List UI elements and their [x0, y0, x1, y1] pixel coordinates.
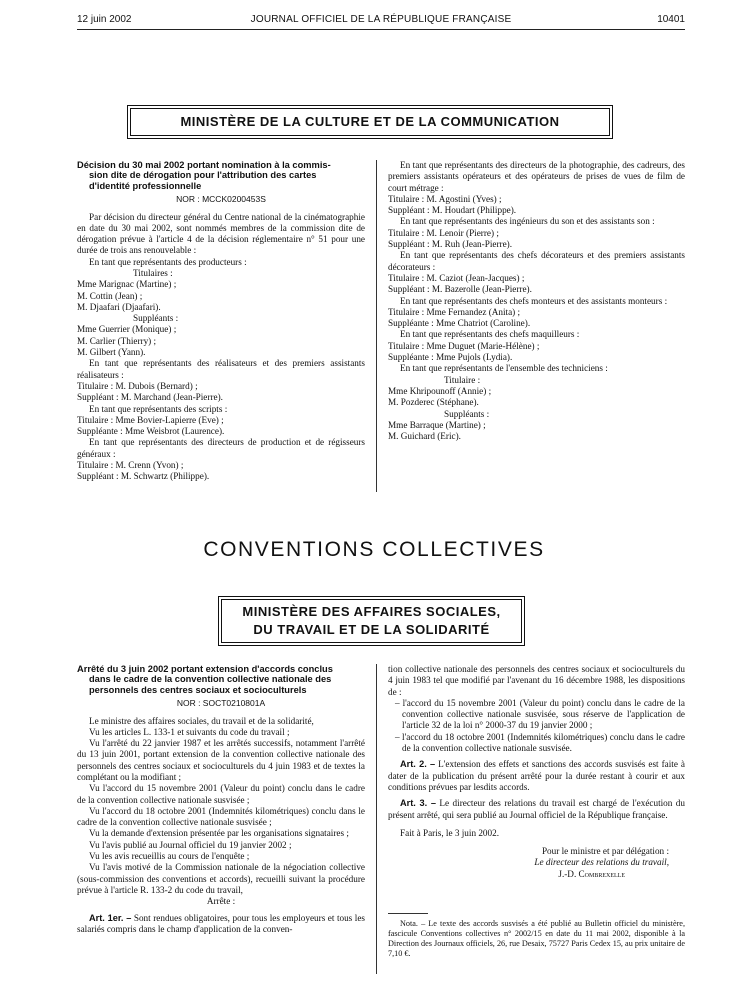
header-date: 12 juin 2002 [77, 14, 132, 25]
ministry-culture-box [130, 108, 610, 136]
paragraph: Suppléante : Mme Chatriot (Caroline). [388, 318, 531, 329]
paragraph: Titulaire : Mme Fernandez (Anita) ; [388, 306, 521, 317]
paragraph: En tant que représentants de l'ensemble des techniciens : [400, 363, 608, 374]
paragraph: M. Cottin (Jean) ; [77, 290, 143, 301]
paragraph: En tant que représentants des directeurs de production et de régisseurs généraux : [77, 437, 365, 459]
paragraph: En tant que représentants des directeurs de la photographie, des cadreurs, des premiers assistants opérateurs et des opérateurs de prises de vues de film de court métrage : [388, 160, 685, 193]
paragraph: Titulaire : Mme Bovier-Lapierre (Eve) ; [77, 414, 224, 425]
ministry-social-affairs-box [221, 599, 522, 643]
paragraph: En tant que représentants des producteurs : [89, 256, 247, 267]
paragraph: M. Pozderec (Stéphane). [388, 397, 479, 408]
paragraph: En tant que représentants des chefs décorateurs et des premiers assistants décorateurs : [388, 250, 685, 272]
paragraph: Titulaire : M. Agostini (Yves) ; [388, 193, 502, 204]
page-number: 10401 [657, 14, 685, 25]
signature-title: Le directeur des relations du travail, [534, 857, 669, 868]
ministry-social-line-1: MINISTÈRE DES AFFAIRES SOCIALES, [242, 604, 501, 619]
paragraph: Suppléant : M. Ruh (Jean-Pierre). [388, 239, 513, 250]
paragraph: Par décision du directeur général du Centre national de la cinématographie en date du 30 mai 2002, sont nommés membres de la commission dite de dérogation prévue à l'article 4 de la décision réglementaire n° 51 pour une durée de trois ans renouvelable : [77, 211, 365, 256]
signature-name: J.-D. Combrexelle [558, 868, 625, 879]
ministry-culture-label: MINISTÈRE DE LA CULTURE ET DE LA COMMUNICATION [180, 114, 560, 129]
paragraph: Suppléant : M. Houdart (Philippe). [388, 205, 517, 216]
arrete-left-column [77, 664, 365, 935]
journal-title: JOURNAL OFFICIEL DE LA RÉPUBLIQUE FRANÇAISE [250, 14, 512, 25]
decision-left-body [77, 212, 365, 483]
paragraph: Suppléants : [133, 313, 179, 324]
decision-title-line: d'identité professionnelle [89, 180, 202, 191]
arrete-nor: NOR : SOCT0210801A [176, 698, 266, 709]
paragraph: Titulaire : [444, 374, 481, 385]
paragraph: Suppléante : Mme Weisbrot (Laurence). [77, 426, 225, 437]
column-divider [376, 664, 377, 974]
paragraph: Titulaire : M. Dubois (Bernard) ; [77, 380, 198, 391]
paragraph: Vu l'accord du 18 octobre 2001 (Indemnités kilométriques) conclu dans le cadre de la convention collective nationale susvisée ; [77, 805, 365, 828]
paragraph: Titulaire : M. Lenoir (Pierre) ; [388, 227, 499, 238]
paragraph: Vu les articles L. 133-1 et suivants du code du travail ; [89, 726, 290, 737]
paragraph: Mme Guerrier (Monique) ; [77, 324, 177, 335]
article-1-label: Art. 1er. – [89, 912, 132, 923]
paragraph: Suppléant : M. Bazerolle (Jean-Pierre). [388, 284, 532, 295]
nota-block [388, 919, 685, 959]
article-1-continuation: tion collective nationale des personnels des centres sociaux et socioculturels du 4 juin 1983 tel que modifié par l'avenant du 16 décembre 1988, les dispositions de : [388, 664, 685, 697]
paragraph: M. Djaafari (Djaafari). [77, 301, 161, 312]
paragraph: Vu les avis recueillis au cours de l'enquête ; [89, 851, 250, 862]
arrete-right-column [388, 664, 685, 880]
arrete-left-body [77, 716, 365, 908]
paragraph: En tant que représentants des scripts : [89, 403, 228, 414]
decision-title-line: Décision du 30 mai 2002 portant nomination à la commis- [77, 160, 331, 170]
header-rule [77, 29, 685, 30]
paragraph: Le ministre des affaires sociales, du travail et de la solidarité, [89, 715, 314, 726]
article-3 [388, 798, 685, 821]
paragraph: Titulaire : Mme Duguet (Marie-Hélène) ; [388, 340, 540, 351]
article-2-label: Art. 2. – [400, 759, 436, 770]
dash-item: – l'accord du 18 octobre 2001 (Indemnités kilométriques) conclu dans le cadre de la convention collective nationale susvisée. [395, 731, 685, 754]
arrete-title-line: Arrêté du 3 juin 2002 portant extension d'accords conclus [77, 664, 333, 674]
article-3-text: Le directeur des relations du travail est chargé de l'exécution du présent arrêté, qui sera publié au Journal officiel de la République française. [388, 798, 685, 820]
arrete-title-line: dans le cadre de la convention collective nationale des [89, 674, 332, 685]
paragraph: Vu l'avis motivé de la Commission nationale de la négociation collective (sous-commission des conventions et accords), recueilli suivant la procédure prévue à l'article R. 133-2 du code du travail, [77, 862, 365, 895]
paragraph: Vu la demande d'extension présentée par les organisations signataires ; [89, 828, 349, 839]
paragraph: Mme Barraque (Martine) ; [388, 419, 486, 430]
paragraph: Suppléant : M. Schwartz (Philippe). [77, 471, 210, 482]
note-rule [388, 913, 428, 914]
arrete-title-line: personnels des centres sociaux et socioculturels [89, 684, 307, 695]
decision-title [77, 160, 365, 191]
decision-title-line: sion dite de dérogation pour l'attribution des cartes [89, 170, 317, 181]
running-header [77, 14, 685, 28]
paragraph: En tant que représentants des ingénieurs du son et des assistants son : [400, 216, 655, 227]
article-2 [388, 759, 685, 793]
signing-place-date: Fait à Paris, le 3 juin 2002. [400, 827, 500, 838]
decision-left-column [77, 160, 365, 483]
article-2-text: L'extension des effets et sanctions des accords susvisés est faite à dater de la publication du présent arrêté pour la durée restant à courir et aux conditions prévues par lesdits accords. [388, 759, 686, 792]
decision-nor: NOR : MCCK0200453S [176, 194, 266, 205]
paragraph: En tant que représentants des chefs monteurs et des assistants monteurs : [400, 295, 668, 306]
paragraph: Titulaire : M. Caziot (Jean-Jacques) ; [388, 272, 525, 283]
paragraph: En tant que représentants des chefs maquilleurs : [400, 329, 580, 340]
ministry-social-line-2: DU TRAVAIL ET DE LA SOLIDARITÉ [253, 622, 490, 637]
paragraph: Vu l'avis publié au Journal officiel du 19 janvier 2002 ; [89, 839, 292, 850]
paragraph: Vu l'arrêté du 22 janvier 1987 et les arrêtés successifs, notamment l'arrêté du 13 juin 2001, portant extension de la convention collective nationale des personnels des centres sociaux et socioculturels du 4 juin 1983 et de textes la complétant ou la modifiant ; [77, 738, 365, 782]
paragraph: Suppléants : [444, 408, 490, 419]
paragraph: M. Gilbert (Yann). [77, 347, 146, 358]
paragraph: Suppléant : M. Marchand (Jean-Pierre). [77, 392, 223, 403]
article-1 [77, 913, 365, 936]
arrete-title [77, 664, 365, 695]
column-divider [376, 160, 377, 492]
section-title: CONVENTIONS COLLECTIVES [203, 538, 545, 561]
paragraph: Mme Marignac (Martine) ; [77, 279, 177, 290]
paragraph: Arrête : [206, 896, 236, 907]
nota-text: Nota. – Le texte des accords susvisés a été publié au Bulletin officiel du ministère, fascicule Conventions collectives n° 2002/15 en date du 11 mai 2002, disponible à la Direction des Journaux officiels, 26, rue Desaix, 75727 Paris Cedex 15, au prix unitaire de 7,10 €. [388, 919, 685, 958]
paragraph: En tant que représentants des réalisateurs et des premiers assistants réalisateurs : [77, 358, 365, 380]
decision-right-column [388, 160, 685, 442]
paragraph: Mme Khripounoff (Annie) ; [388, 385, 492, 396]
paragraph: Titulaire : M. Crenn (Yvon) ; [77, 460, 184, 471]
paragraph: Titulaires : [133, 268, 173, 278]
signature-delegation: Pour le ministre et par délégation : [541, 846, 669, 857]
decision-right-body [388, 160, 685, 442]
paragraph: M. Guichard (Eric). [388, 431, 461, 442]
article-3-label: Art. 3. – [400, 798, 436, 809]
article-1-text: Sont rendues obligatoires, pour tous les employeurs et tous les salariés compris dans le champ d'application de la conven- [77, 912, 365, 934]
paragraph: Suppléante : Mme Pujols (Lydia). [388, 352, 513, 363]
dash-item: – l'accord du 15 novembre 2001 (Valeur du point) conclu dans le cadre de la convention collective nationale susvisée, sous réserve de l'application de l'article 32 de la loi n° 2000-37 du 19 janvier 2000 ; [395, 697, 685, 731]
paragraph: M. Carlier (Thierry) ; [77, 335, 157, 346]
paragraph: Vu l'accord du 15 novembre 2001 (Valeur du point) conclu dans le cadre de la convention collective nationale susvisée ; [77, 783, 365, 805]
